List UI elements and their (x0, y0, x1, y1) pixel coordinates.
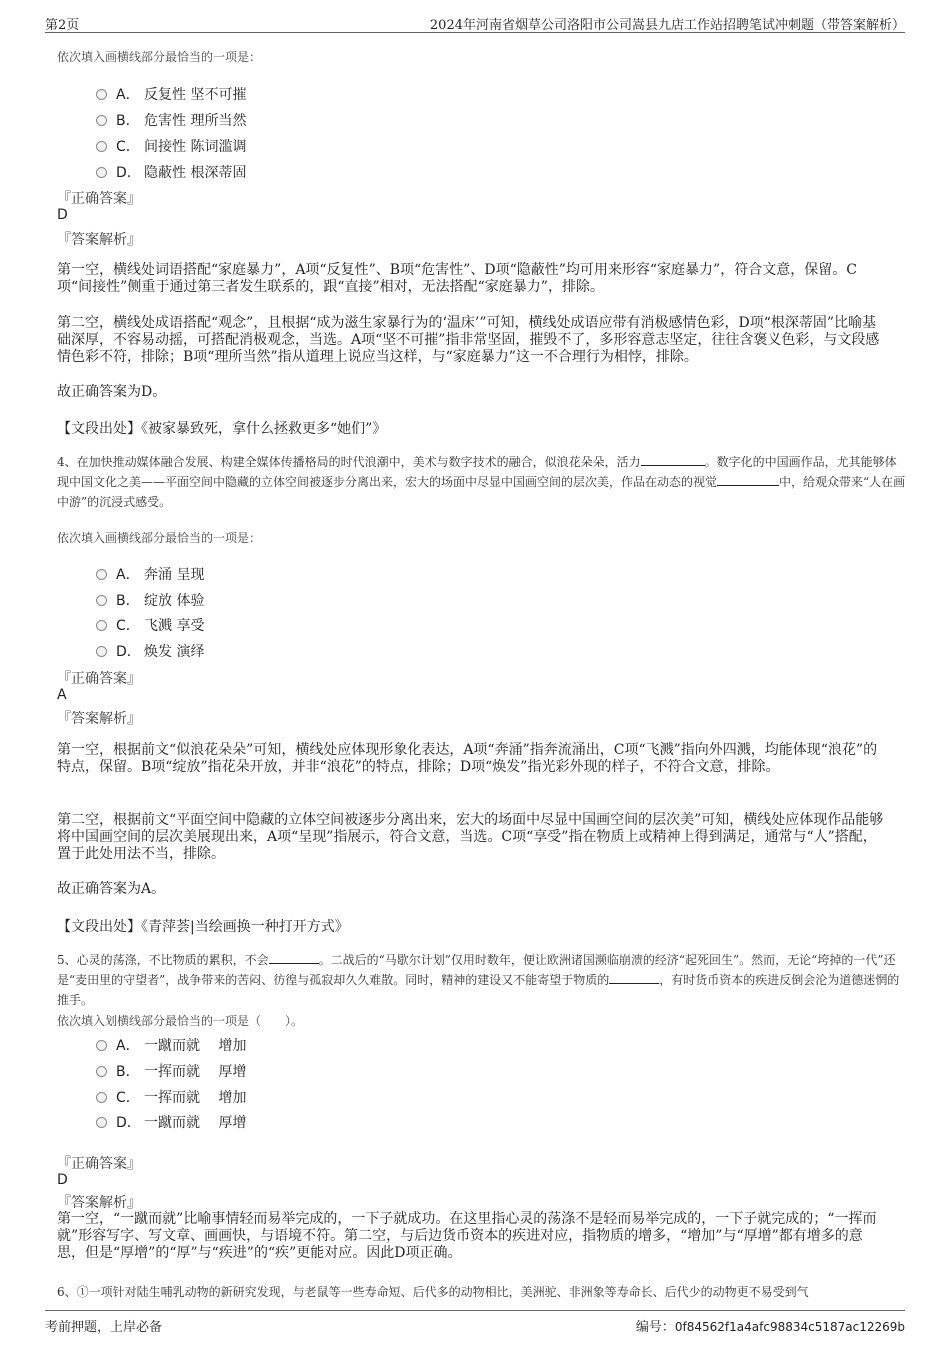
q4-analysis-paragraph-1: 第一空，根据前文“似浪花朵朵”可知，横线处应体现形象化表达，A项“奔涌”指奔流涌出，C项“飞溅”指向外四溅，均能体现“浪花”的特点，保留。B项“绽放”指花朵开放，并非“浪花”的特点，排除；D项“焕发”指光彩外现的样子，不符合文意，排除。 (57, 742, 878, 775)
document-id: 编号：0f84562f1a4afc98834c5187ac12269b (635, 1320, 905, 1335)
q3-source: 【文段出处】《被家暴致死，拿什么拯救更多“她们”》 (57, 421, 387, 437)
radio-icon[interactable] (96, 89, 107, 100)
radio-icon[interactable] (96, 1092, 107, 1103)
q3-analysis-label: 『答案解析』 (57, 232, 141, 248)
radio-icon[interactable] (96, 595, 107, 606)
q4-prompt: 依次填入画横线部分最恰当的一项是： (57, 531, 262, 545)
q5-analysis-label: 『答案解析』 (57, 1195, 141, 1211)
q5-analysis-paragraph: 第一空，“一蹴而就”比喻事情轻而易举完成的，一下子就成功。在这里指心灵的荡涤不是轻而易举完成的，一下子就完成的；“一挥而就”形容写字、写文章、画画快，与语境不符。第二空，与后边货币资本的疾进对应，指物质的增多，“增加”与“厚增”都有增多的意思，但是“厚增”的“厚”与“疾进”的“疾”更能对应。因此D项正确。 (57, 1211, 877, 1261)
radio-icon[interactable] (96, 115, 107, 126)
q4-answer-label: 『正确答案』 (57, 671, 141, 687)
fill-blank (609, 971, 659, 984)
page-header (45, 10, 905, 33)
q4-conclusion: 故正确答案为A。 (57, 881, 166, 897)
q4-analysis-paragraph-2: 第二空，根据前文“平面空间中隐藏的立体空间被逐步分离出来，宏大的场面中尽显中国画空间的层次美”可知，横线处应体现作品能够将中国画空间的层次美展现出来，A项“呈现”指展示，符合文意，当选。C项“享受”指在物质上或精神上得到满足，通常与“人”搭配，置于此处用法不当，排除。 (57, 812, 884, 862)
q3-answer-label: 『正确答案』 (57, 191, 141, 207)
q4-stem: 4、在加快推动媒体融合发展、构建全媒体传播格局的时代浪潮中，美术与数字技术的融合，似浪花朵朵，活力 。数字化的中国画作品，尤其能够体现中国文化之美——平面空间中隐藏的立体空间被逐步分离出来，宏大的场面中尽显中国画空间的层次美，作品在动态的视觉 中，给观众带来“人在画中游”的沉浸式感受。 (57, 455, 906, 509)
fill-blank (717, 473, 779, 486)
q5-answer-label: 『正确答案』 (57, 1156, 141, 1172)
radio-icon[interactable] (96, 646, 107, 657)
fill-blank (269, 951, 319, 964)
q5-prompt: 依次填入划横线部分最恰当的一项是（ ）。 (57, 1014, 304, 1028)
q4-source: 【文段出处】《青萍荟|当绘画换一种打开方式》 (57, 919, 349, 935)
q5-stem: 5、心灵的荡涤，不比物质的累积，不会 。二战后的“马歇尔计划”仅用时数年，便让欧洲诸国濒临崩溃的经济“起死回生”。然而，无论“垮掉的一代”还是“麦田里的守望者”，战争带来的苦闷、彷徨与孤寂却久久难散。同时，精神的建设又不能寄望于物质的 ，有时货币资本的疾进反倒会沦为道德迷惘的推手。 (57, 953, 900, 1007)
q4-answer: A (57, 687, 67, 703)
page-number: 第2页 (45, 18, 80, 33)
radio-icon[interactable] (96, 167, 107, 178)
q5-answer: D (57, 1172, 68, 1188)
q3-conclusion: 故正确答案为D。 (57, 384, 167, 400)
q3-prompt: 依次填入画横线部分最恰当的一项是： (57, 50, 262, 64)
document-page: 第2页 2024年河南省烟草公司洛阳市公司嵩县九店工作站招聘笔试冲刺题（带答案解析） 依次填入画横线部分最恰当的一项是： A． 反复性 坚不可摧 B． 危害性 理所当然 C． 间接性 陈词滥调 D． 隐蔽性 根深蒂固 『正确答案』 D 『答案解析』 第一空，横线处词语搭配“家庭暴力”，A项“反复性”、B项“危害性”、D项“隐蔽性”均可用来形容“家庭暴力”，符合文意，保留。C项“间接性”侧重于通过第三者发生联系的，跟“直接”相对，无法搭配“家庭暴力”，排除。 第二空，横线处成语搭配“观念”，且根据“成为滋生家暴行为的‘温床’”可知，横线处成语应带有消极感情色彩，D项“根深蒂固”比喻基础深厚，不容易动摇，可搭配消极观念，当选。A项“坚不可摧”指非常坚固，摧毁不了，多形容意志坚定，往往含褒义色彩，与文段感情色彩不符，排除；B项“理所当然”指从道理上说应当这样，与“家庭暴力”这一不合理行为相悖，排除。 故正确答案为D。 【文段出处】《被家暴致死，拿什么拯救更多“她们”》 4、在加快推动媒体融合发展、构建全媒体传播格局的时代浪潮中，美术与数字技术的融合，似浪花朵朵，活力 。数字化的中国画作品，尤其能够体现中国文化之美——平面空间中隐藏的立体空间被逐步分离出来，宏大的场面中尽显中国画空间的层次美，作品在动态的视觉 中，给观众带来“人在画中游”的沉浸式感受。 依次填入画横线部分最恰当的一项是： A． 奔涌 呈现 B． 绽放 体验 C． 飞溅 享受 D． 焕发 演绎 『正确答案』 A 『答案解析』 第一空，根据前文“似浪花朵朵”可知，横线处应体现形象化表达，A项“奔涌”指奔流涌出，C项“飞溅”指向外四溅，均能体现“浪花”的特点，保留。B项“绽放”指花朵开放，并非“浪花”的特点，排除；D项“焕发”指光彩外现的样子，不符合文意，排除。 第二空，根据前文“平面空间中隐藏的立体空间被逐步分离出来，宏大的场面中尽显中国画空间的层次美”可知，横线处应体现作品能够将中国画空间的层次美展现出来，A项“呈现”指展示，符合文意，当选。C项“享受”指在物质上或精神上得到满足，通常与“人”搭配，置于此处用法不当，排除。 故正确答案为A。 【文段出处】《青萍荟|当绘画换一种打开方式》 5、心灵的荡涤，不比物质的累积，不会 。二战后的“马歇尔计划”仅用时数年，便让欧洲诸国濒临崩溃的经济“起死回生”。然而，无论“垮掉的一代”还是“麦田里的守望者”，战争带来的苦闷、彷徨与孤寂却久久难散。同时，精神的建设又不能寄望于物质的 ，有时货币资本的疾进反倒会沦为道德迷惘的推手。 依次填入划横线部分最恰当的一项是（ ）。 A． 一蹴而就 增加 B． 一挥而就 厚增 C． 一挥而就 增加 D． 一蹴而就 厚增 『正确答案』 D 『答案解析』 第一空，“一蹴而就”比喻事情轻而易举完成的，一下子就成功。在这里指心灵的荡涤不是轻而易举完成的，一下子就完成的；“一挥而就”形容写字、写文章、画画快，与语境不符。第二空，与后边货币资本的疾进对应，指物质的增多，“增加”与“厚增”都有增多的意思，但是“厚增”的“厚”与“疾进”的“疾”更能对应。因此D项正确。 6、①一项针对陆生哺乳动物的新研究发现，与老鼠等一些寿命短、后代多的动物相比，美洲驼、非洲象等寿命长、后代少的动物更不易受到气 考前押题，上岸必备 编号：0f84562f1a4afc98834c5187ac12269b (0, 0, 950, 1345)
radio-icon[interactable] (96, 569, 107, 580)
radio-icon[interactable] (96, 141, 107, 152)
fill-blank (641, 453, 705, 466)
radio-icon[interactable] (96, 1117, 107, 1128)
q4-analysis-label: 『答案解析』 (57, 711, 141, 727)
q3-analysis-paragraph-1: 第一空，横线处词语搭配“家庭暴力”，A项“反复性”、B项“危害性”、D项“隐蔽性”均可用来形容“家庭暴力”，符合文意，保留。C项“间接性”侧重于通过第三者发生联系的，跟“直接”相对，无法搭配“家庭暴力”，排除。 (57, 262, 857, 295)
footer-slogan: 考前押题，上岸必备 (45, 1320, 163, 1335)
radio-icon[interactable] (96, 620, 107, 631)
page-footer (45, 1310, 905, 1335)
q3-answer: D (57, 207, 68, 223)
radio-icon[interactable] (96, 1066, 107, 1077)
radio-icon[interactable] (96, 1040, 107, 1051)
q6-stem: 6、①一项针对陆生哺乳动物的新研究发现，与老鼠等一些寿命短、后代多的动物相比，美洲驼、非洲象等寿命长、后代少的动物更不易受到气 (57, 1285, 809, 1299)
q3-analysis-paragraph-2: 第二空，横线处成语搭配“观念”，且根据“成为滋生家暴行为的‘温床’”可知，横线处成语应带有消极感情色彩，D项“根深蒂固”比喻基础深厚，不容易动摇，可搭配消极观念，当选。A项“坚不可摧”指非常坚固，摧毁不了，多形容意志坚定，往往含褒义色彩，与文段感情色彩不符，排除；B项“理所当然”指从道理上说应当这样，与“家庭暴力”这一不合理行为相悖，排除。 (57, 315, 880, 365)
document-title: 2024年河南省烟草公司洛阳市公司嵩县九店工作站招聘笔试冲刺题（带答案解析） (429, 18, 905, 33)
